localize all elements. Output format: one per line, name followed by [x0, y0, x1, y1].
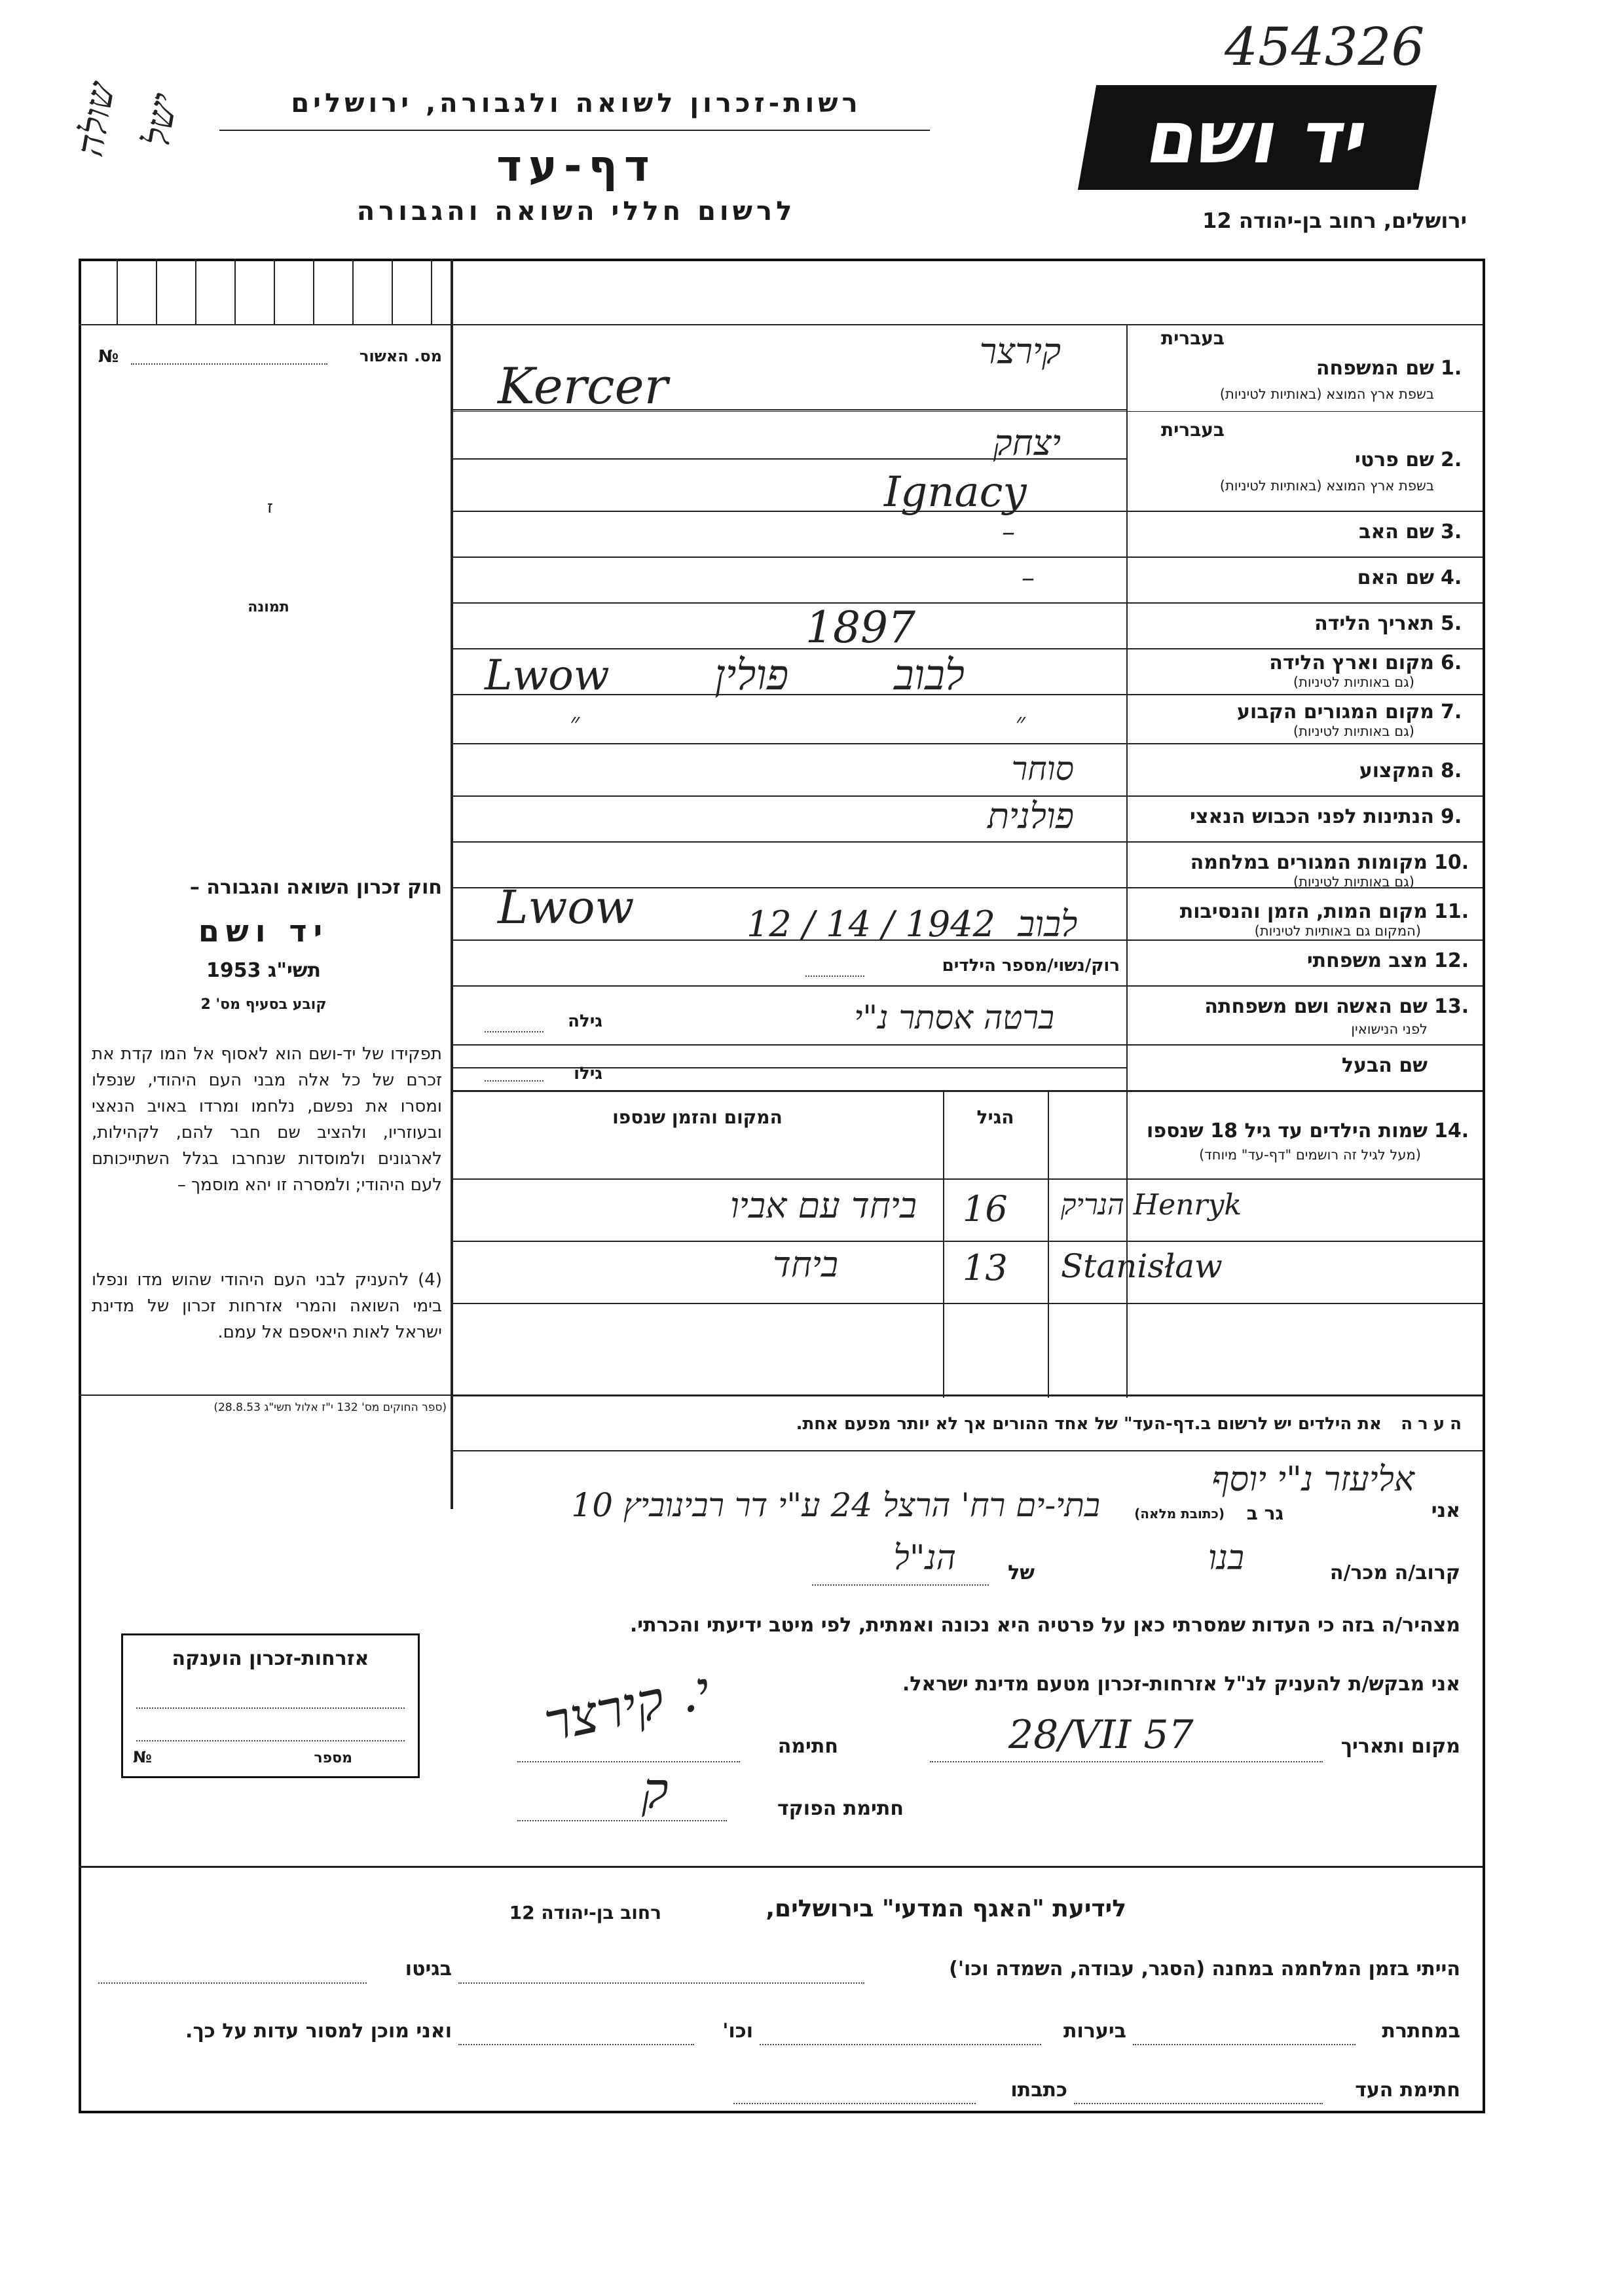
child-1-age: 16	[963, 1188, 1008, 1230]
field-6-number: 6.	[1441, 651, 1462, 674]
field-4-number: 4.	[1441, 566, 1462, 589]
field-2-label: שם פרטי	[1354, 448, 1434, 471]
footer-line1-ghetto: בגיטו	[405, 1958, 452, 1980]
citizenship-box	[121, 1633, 420, 1778]
note-text: את הילדים יש לרשום ב.דף-העד" של אחד ההורים אך לא יותר מפעם אחת.	[796, 1414, 1382, 1434]
residing-label: גר ב	[1246, 1503, 1283, 1524]
field-2-value: Ignacy	[884, 468, 1027, 517]
field-6-value: Lwow לבוב פולין	[485, 651, 965, 700]
child-2-place: ביחד	[772, 1244, 838, 1285]
footer-address: רחוב בן-יהודה 12	[509, 1902, 661, 1923]
field-5-number: 5.	[1441, 612, 1462, 635]
declarant-name: אליעזר נ"י יוסף	[1211, 1460, 1414, 1499]
footer-address-label: כתבתו	[1010, 2079, 1067, 2102]
yad-vashem-logo	[1078, 85, 1437, 190]
footer-line1-camp: הייתי בזמן המלחמה במחנה (הסגר, עבודה, השמדה וכו')	[949, 1958, 1460, 1980]
of-label: של	[1008, 1561, 1035, 1584]
child-1-name: הנריק Henryk	[1061, 1188, 1242, 1222]
law-name: יד ושם	[198, 913, 329, 949]
field-12-label: מצב משפחתי	[1306, 949, 1428, 972]
field-3-number: 3.	[1441, 520, 1462, 543]
field-1-hebrew-label: בעברית	[1160, 327, 1225, 349]
husband-name-label: שם הבעל	[1341, 1054, 1428, 1077]
field-13-label: שם האשה ושם משפחתה	[1204, 995, 1428, 1018]
approval-label: מס. האשור	[360, 347, 442, 365]
children-number: 14.	[1434, 1120, 1469, 1142]
citizenship-box-title: אזרחות-זכרון הוענקה	[172, 1647, 369, 1670]
authority-name: רשות-זכרון לשואה ולגבורה, ירושלים	[291, 88, 862, 118]
signature-value: י. קירצר	[539, 1659, 716, 1754]
field-13-age-label: גילה	[568, 1011, 602, 1031]
field-2-number: 2.	[1441, 448, 1462, 471]
footer-title: לידיעת "האגף המדעי" בירושלים,	[766, 1895, 1126, 1922]
field-1-note: בשפת ארץ המוצא (באותיות לטיניות)	[1219, 386, 1434, 402]
child-1-place: ביחד עם אביו	[729, 1185, 917, 1226]
field-12-value: רוק/נשוי/מספר הילדים	[942, 956, 1120, 975]
field-10-number: 10.	[1434, 851, 1469, 874]
citizenship-number-sign: №	[133, 1748, 152, 1766]
field-9-label: הנתינות לפני הכבוש הנאצי	[1190, 805, 1434, 828]
place-date-value: 28/VII 57	[1008, 1712, 1194, 1758]
law-title: חוק זכרון השואה והגבורה –	[189, 876, 442, 899]
husband-age-label: גילו	[574, 1064, 602, 1084]
note-label: הערה	[1401, 1414, 1467, 1434]
margin-note-2: ישל	[135, 90, 187, 149]
photo-label: תמונה	[248, 599, 289, 615]
field-1-number: 1.	[1441, 357, 1462, 380]
field-8-number: 8.	[1441, 759, 1462, 782]
field-11-note: (המקום גם באותיות לטיניות)	[1254, 923, 1421, 939]
field-2-hebrew-value: יצחק	[993, 422, 1061, 464]
law-reference: (ספר החוקים מס' 132 י"ז אלול תשי"ג 28.8.53)	[213, 1401, 447, 1414]
field-1-hebrew-value: קירצר	[979, 331, 1061, 372]
footer-line2-etc: וכו'	[722, 2020, 753, 2043]
declaration-request: אני מבקש/ת להעניק לנ"ל אזרחות-זכרון מטעם מדינת ישראל.	[902, 1673, 1460, 1696]
logo-text: יד ושם	[1141, 96, 1374, 179]
officer-signature-value: ק	[642, 1761, 669, 1819]
child-2-age: 13	[963, 1247, 1008, 1288]
law-text: תפקידו של יד-ושם הוא לאסוף אל המו קדת את זכרם של כל אלה מבני העם היהודי, שנפלו ומסרו את נפשם, נלחמו ומרדו באויב הנאצי ובעוזריו, ולהציב שם חבר להם, לקהילות, לארגונים ולמוסדות שנחרבו בגלל השתייכותם לעם היהודי; ולמסרה זו יהא מוסמך –	[92, 1044, 442, 1195]
field-9-value: פולנית	[987, 795, 1074, 837]
field-1-value: Kercer	[498, 357, 668, 415]
field-11-number: 11.	[1434, 900, 1469, 923]
footer-line2-forests: ביערות	[1063, 2020, 1126, 2043]
field-3-label: שם האב	[1359, 520, 1434, 543]
field-12-number: 12.	[1434, 949, 1469, 972]
field-2-note: בשפת ארץ המוצא (באותיות לטיניות)	[1219, 478, 1434, 494]
field-10-label: מקומות המגורים במלחמה	[1190, 851, 1428, 874]
field-11-label: מקום המות, הזמן והנסיבות	[1179, 900, 1428, 923]
field-8-value: סוחר	[1011, 750, 1074, 788]
form-subtitle: לרשום חללי השואה והגבורה	[356, 196, 796, 227]
field-13-value: ברטה אסתר נ"י	[854, 998, 1054, 1036]
field-7-value: ״ ״	[570, 708, 1025, 738]
field-4-label: שם האם	[1357, 566, 1434, 589]
children-label: שמות הילדים עד גיל 18 שנספו	[1147, 1120, 1428, 1142]
declaration-statement: מצהיר/ה בזה כי העדות שמסרתי כאן על פרטיה היא נכונה ואמתית, לפי מיטב ידיעתי והכרתי.	[629, 1614, 1460, 1637]
declarant-label: אני	[1431, 1499, 1460, 1522]
field-7-number: 7.	[1441, 701, 1462, 723]
of-value: הנ"ל	[893, 1539, 956, 1578]
law-clause: קובע בסעיף מס' 2	[200, 996, 327, 1013]
child-2-name: Stanisław	[1061, 1247, 1223, 1285]
field-8-label: המקצוע	[1359, 759, 1434, 782]
law-year: תשי"ג 1953	[206, 959, 322, 982]
field-3-value: –	[1002, 517, 1015, 547]
field-7-note: (גם באותיות לטיניות)	[1293, 723, 1414, 739]
field-10-note: (גם באותיות לטיניות)	[1293, 874, 1414, 890]
file-number: 454326	[1225, 16, 1425, 77]
left-mark: ז	[267, 498, 274, 517]
field-13-note: לפני הנישואין	[1351, 1021, 1428, 1037]
children-age-header: הגיל	[976, 1106, 1014, 1128]
field-1-label: שם המשפחה	[1316, 357, 1434, 380]
approval-no-sign: №	[98, 347, 119, 367]
field-11-value: לבוב 1942 / 14 / 12	[747, 903, 1078, 945]
field-4-value: –	[1022, 563, 1035, 593]
field-9-number: 9.	[1441, 805, 1462, 828]
field-5-label: תאריך הלידה	[1314, 612, 1434, 635]
field-5-value: 1897	[805, 602, 915, 653]
citizenship-number-label: מספר	[314, 1750, 352, 1766]
field-13-number: 13.	[1434, 995, 1469, 1018]
field-6-note: (גם באותיות לטיניות)	[1293, 674, 1414, 690]
declarant-address: בתי-ים רח' הרצל 24 ע"י דר רבינוביץ 10	[571, 1486, 1100, 1524]
field-7-label: מקום המגורים הקבוע	[1237, 701, 1434, 723]
field-2-hebrew-label: בעברית	[1160, 419, 1225, 441]
relative-value: בנו	[1208, 1539, 1244, 1578]
place-date-label: מקום ותאריך	[1340, 1735, 1460, 1758]
officer-signature-label: חתימת הפוקד	[777, 1797, 904, 1820]
margin-note: שולה	[68, 79, 124, 160]
footer-witness-signature-label: חתימת העד	[1355, 2079, 1460, 2102]
form-title: דף-עד	[496, 141, 656, 191]
relative-label: קרוב/ה מכר/ה	[1329, 1561, 1460, 1584]
org-address: ירושלים, רחוב בן-יהודה 12	[1202, 208, 1467, 233]
field-6-label: מקום וארץ הלידה	[1269, 651, 1434, 674]
law-text-2: (4) להעניק לבני העם היהודי שהוש מדו ונפלו בימי השואה והמרי אזרחות זכרון של מדינת ישראל לאות היאספם אל עמם.	[92, 1270, 442, 1342]
footer-line2-ready: ואני מוכן למסור עדות על כך.	[185, 2020, 452, 2043]
footer-line2-underground: במחתרת	[1382, 2020, 1460, 2043]
signature-label: חתימה	[777, 1735, 838, 1758]
children-note: (מעל לגיל זה רושמים "דף-עד" מיוחד)	[1199, 1147, 1421, 1163]
children-place-header: המקום והזמן שנספו	[612, 1106, 783, 1128]
field-10-value: Lwow	[498, 881, 635, 934]
address-note: (כתובת מלאה)	[1134, 1506, 1225, 1522]
